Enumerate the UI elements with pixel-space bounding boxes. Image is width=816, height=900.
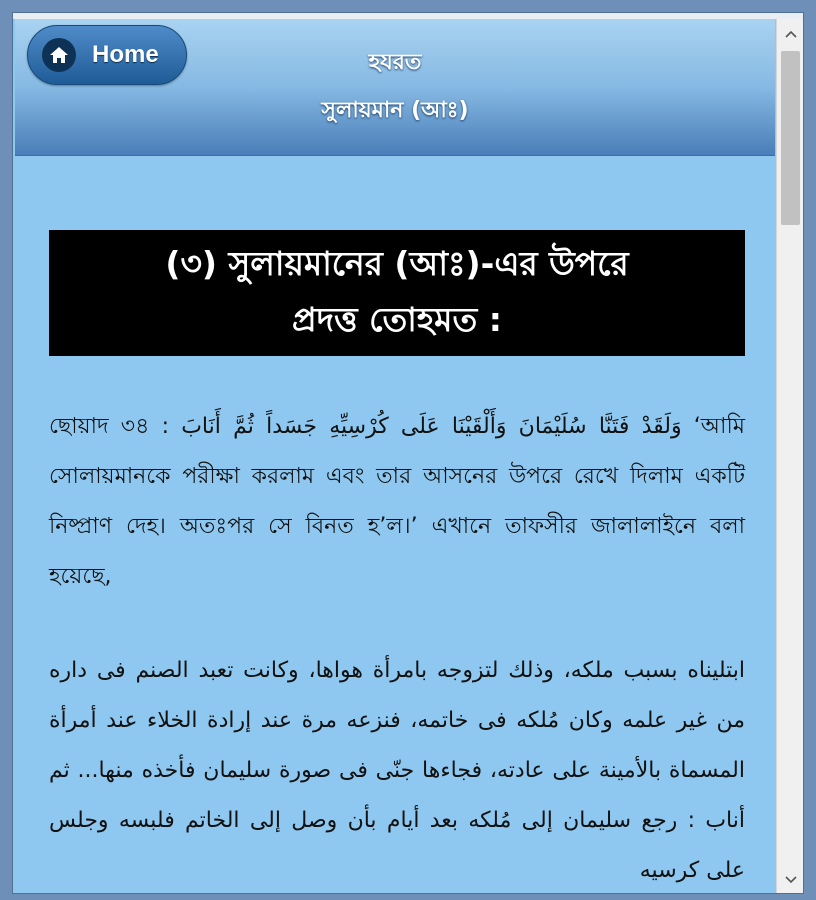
page-header: [15, 19, 775, 156]
page-title: [195, 39, 595, 135]
chevron-down-icon: [785, 872, 797, 888]
section-heading-banner: [49, 230, 745, 356]
scroll-up-button[interactable]: [777, 19, 804, 49]
home-button[interactable]: [27, 25, 187, 85]
article-content: [15, 156, 775, 894]
page-title-line2: সুলায়মান (আঃ): [321, 98, 469, 123]
app-window: [12, 12, 804, 894]
paragraph-bengali: ছোয়াদ ৩৪ : وَلَقَدْ فَتَنَّا سُلَيْمَانَ وَأَلْقَيْنَا عَلَى كُرْسِيِّهِ جَسَداً ثُمَّ أَنَابَ ‘আমি সোলায়মানকে পরীক্ষা করলাম এবং তার আসনের উপরে রেখে দিলাম একটি নিষ্প্রাণ দেহ। অতঃপর সে বিনত হ’ল।’ এখানে তাফসীর জালালাইনে বলা হয়েছে,: [49, 414, 745, 589]
page-title-line1: হযরত: [368, 50, 422, 75]
scroll-thumb[interactable]: [781, 51, 800, 225]
section-heading-line2: প্রদত্ত তোহমত :: [292, 300, 502, 339]
section-heading-line1: (৩) সুলায়মানের (আঃ)-এর উপরে: [165, 244, 629, 283]
paragraph-arabic: ابتليناه بسبب ملكه، وذلك لتزوجه بامرأة هواها، وكانت تعبد الصنم فى داره من غير علمه وكان مُلكه فى خاتمه، فنزعه مرة عند إرادة الخلاء عند أمرأة المسماة بالأمينة على عادته، فجاءها جنّى فى صورة سليمان فأخذه منها... ثم أناب : رجع سليمان إلى مُلكه بعد أيام بأن وصل إلى الخاتم فلبسه وجلس على كرسيه: [49, 658, 745, 883]
home-button-label: Home: [92, 41, 159, 68]
scroll-down-button[interactable]: [777, 865, 804, 894]
chevron-up-icon: [785, 26, 797, 42]
vertical-scrollbar[interactable]: [776, 19, 804, 894]
home-icon: [42, 38, 76, 72]
